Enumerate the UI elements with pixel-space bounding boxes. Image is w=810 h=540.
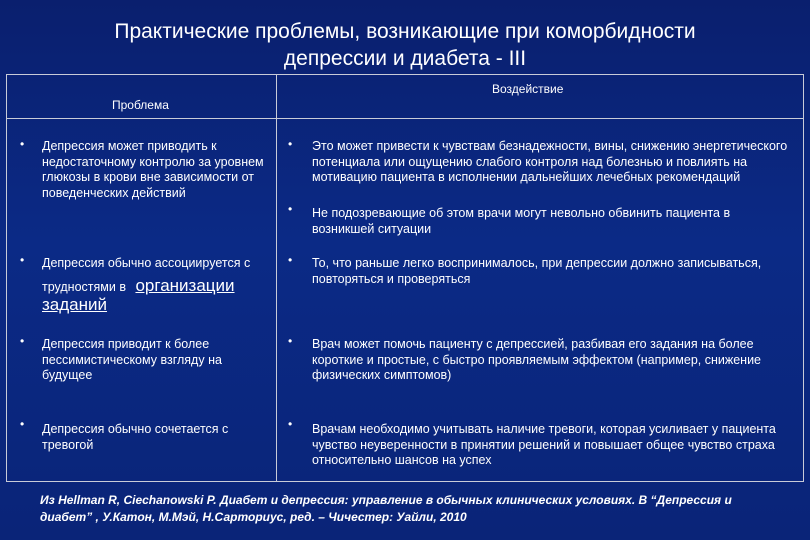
title-line-1: Практические проблемы, возникающие при коморбидности [114,20,696,43]
row2-problem-part-d: заданий [42,295,108,314]
row3-effect-1: Врач может помочь пациенту с депрессией, разбивая его задания на более короткие и простые, с быстро проявляемым эффектом (например, снижение физических симптомов) [312,337,762,382]
bullet-icon: • [288,253,293,267]
bullet-icon: • [288,334,293,348]
row2-problem-line2 [42,278,235,296]
title-line-2: депрессии и диабета - III [283,47,527,70]
row2-problem-part-c: организации [135,276,235,295]
row3-problem: Депрессия приводит к более пессимистическому взгляду на будущее [42,337,222,382]
header-effect: Воздействие [492,82,564,96]
row4-problem: Депрессия обычно сочетается с тревогой [42,422,229,452]
bullet-icon: • [20,253,25,267]
page-title [0,18,810,72]
bullet-icon: • [288,202,293,216]
bullet-icon: • [20,334,25,348]
bullet-icon: • [20,417,25,431]
row1-effect-1: Это может привести к чувствам безнадежности, вины, снижению энергетического потенциала или ощущению слабого контроля над болезнью и повлиять на мотивацию пациента в исполнении дальнейших лечебных рекомендаций [312,139,788,184]
bullet-icon: • [288,137,293,151]
column-divider [276,74,277,482]
row4-effect-1: Врачам необходимо учитывать наличие тревоги, которая усиливает у пациента чувство неуверенности в принятии решений и повышает общее чувство страха относительно шансов на успех [312,422,776,467]
row1-effect-2: Не подозревающие об этом врачи могут невольно обвинить пациента в возникшей ситуации [312,206,731,236]
header-problem: Проблема [112,98,169,112]
bullet-icon: • [20,137,25,151]
row2-problem-part-b: трудностями в [42,280,126,294]
header-divider [6,118,804,119]
row2-effect-1: То, что раньше легко воспринималось, при депрессии должно записываться, повторяться и проверяться [312,256,762,286]
citation-footnote: Из Hellman R, Ciechanowski P. Диабет и депрессия: управление в обычных клинических условиях. В “Депрессия и диабет” , У.Катон, М.Мэй, Н.Сарториус, ред. – Чичестер: Уайли, 2010 [40,493,732,524]
row1-problem: Депрессия может приводить к недостаточному контролю за уровнем глюкозы в крови вне зависимости от поведенческих действий [42,139,264,200]
row2-problem-line1: Депрессия обычно ассоциируется с [42,256,251,270]
bullet-icon: • [288,417,293,431]
